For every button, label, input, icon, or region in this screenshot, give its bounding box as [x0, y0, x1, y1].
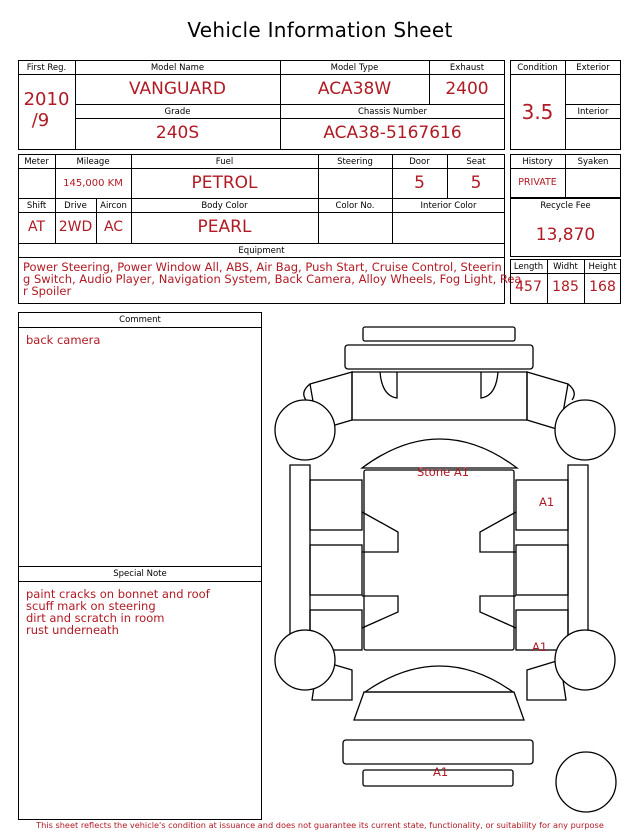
- first-reg-year: 2010: [23, 89, 70, 110]
- steering-label: Steering: [337, 157, 373, 167]
- first-reg-label: First Reg.: [26, 63, 67, 73]
- equipment-line-1: Power Steering, Power Window All, ABS, Air Bag, Push Start, Cruise Control, Steerin: [23, 260, 502, 274]
- mileage-value: 145,000 KM: [63, 178, 123, 189]
- drive-value: 2WD: [58, 219, 93, 235]
- special-note-line: paint cracks on bonnet and roof: [26, 587, 210, 601]
- first-reg-month: /9: [31, 110, 50, 131]
- seat-value: 5: [470, 173, 482, 193]
- comment-label: Comment: [119, 315, 161, 325]
- rear-left-wheel: [275, 630, 335, 690]
- meter-label: Meter: [24, 157, 49, 167]
- damage-mark-rear: A1: [433, 765, 449, 779]
- shift-value: AT: [27, 219, 46, 235]
- chassis-value: ACA38-5167616: [323, 123, 462, 143]
- drive-label: Drive: [64, 201, 87, 211]
- damage-mark-right-rear: A1: [532, 640, 548, 654]
- interior-color-label: Interior Color: [420, 201, 477, 211]
- exhaust-label: Exhaust: [449, 63, 485, 73]
- special-note-line: dirt and scratch in room: [26, 611, 165, 625]
- aircon-value: AC: [103, 219, 124, 235]
- condition-value: 3.5: [521, 100, 554, 124]
- chassis-label: Chassis Number: [357, 107, 428, 117]
- body-color-value: PEARL: [197, 217, 252, 237]
- front-left-wheel: [275, 400, 335, 460]
- interior-label: Interior: [577, 107, 609, 117]
- equipment-line-2: g Switch, Audio Player, Navigation System, Back Camera, Alloy Wheels, Fog Light, Rea: [23, 272, 522, 286]
- recycle-fee-label: Recycle Fee: [540, 201, 591, 211]
- height-value: 168: [589, 279, 616, 295]
- model-type-label: Model Type: [330, 63, 379, 73]
- fuel-value: PETROL: [191, 173, 258, 193]
- damage-mark-right-front: A1: [539, 495, 555, 509]
- special-note-line: rust underneath: [26, 623, 119, 637]
- door-label: Door: [409, 157, 430, 167]
- damage-mark-roof: Stone A1: [417, 465, 470, 479]
- mileage-label: Mileage: [76, 157, 110, 167]
- length-label: Length: [513, 262, 544, 272]
- color-no-label: Color No.: [335, 201, 375, 211]
- grade-value: 240S: [155, 123, 200, 143]
- exhaust-value: 2400: [445, 79, 489, 99]
- grade-label: Grade: [164, 107, 191, 117]
- recycle-fee-value: 13,870: [535, 225, 596, 245]
- disclaimer-footer: This sheet reflects the vehicle's condition at issuance and does not guarantee its current state, functionality, or suitability for any purpose: [36, 820, 604, 830]
- history-label: History: [522, 157, 553, 167]
- fuel-label: Fuel: [215, 157, 234, 167]
- front-right-wheel: [555, 400, 615, 460]
- model-name-label: Model Name: [150, 63, 205, 73]
- special-note-line: scuff mark on steering: [26, 599, 156, 613]
- special-note-label: Special Note: [113, 569, 167, 579]
- comment-text: back camera: [26, 333, 101, 347]
- exterior-label: Exterior: [576, 63, 610, 73]
- syaken-label: Syaken: [577, 157, 609, 167]
- equipment-line-3: r Spoiler: [23, 284, 72, 298]
- history-value: PRIVATE: [518, 177, 557, 188]
- door-value: 5: [414, 173, 425, 193]
- height-label: Height: [588, 262, 617, 272]
- width-value: 185: [552, 279, 579, 295]
- rear-right-wheel: [555, 630, 615, 690]
- spare-wheel: [556, 752, 616, 812]
- seat-label: Seat: [466, 157, 486, 167]
- length-value: 457: [515, 279, 542, 295]
- equipment-label: Equipment: [238, 246, 285, 256]
- page-title: Vehicle Information Sheet: [187, 18, 453, 42]
- model-type-value: ACA38W: [317, 79, 392, 99]
- body-color-label: Body Color: [201, 201, 248, 211]
- model-name-value: VANGUARD: [128, 79, 227, 99]
- aircon-label: Aircon: [100, 201, 127, 211]
- condition-label: Condition: [517, 63, 558, 73]
- shift-label: Shift: [26, 201, 47, 211]
- width-label: Widht: [553, 262, 578, 272]
